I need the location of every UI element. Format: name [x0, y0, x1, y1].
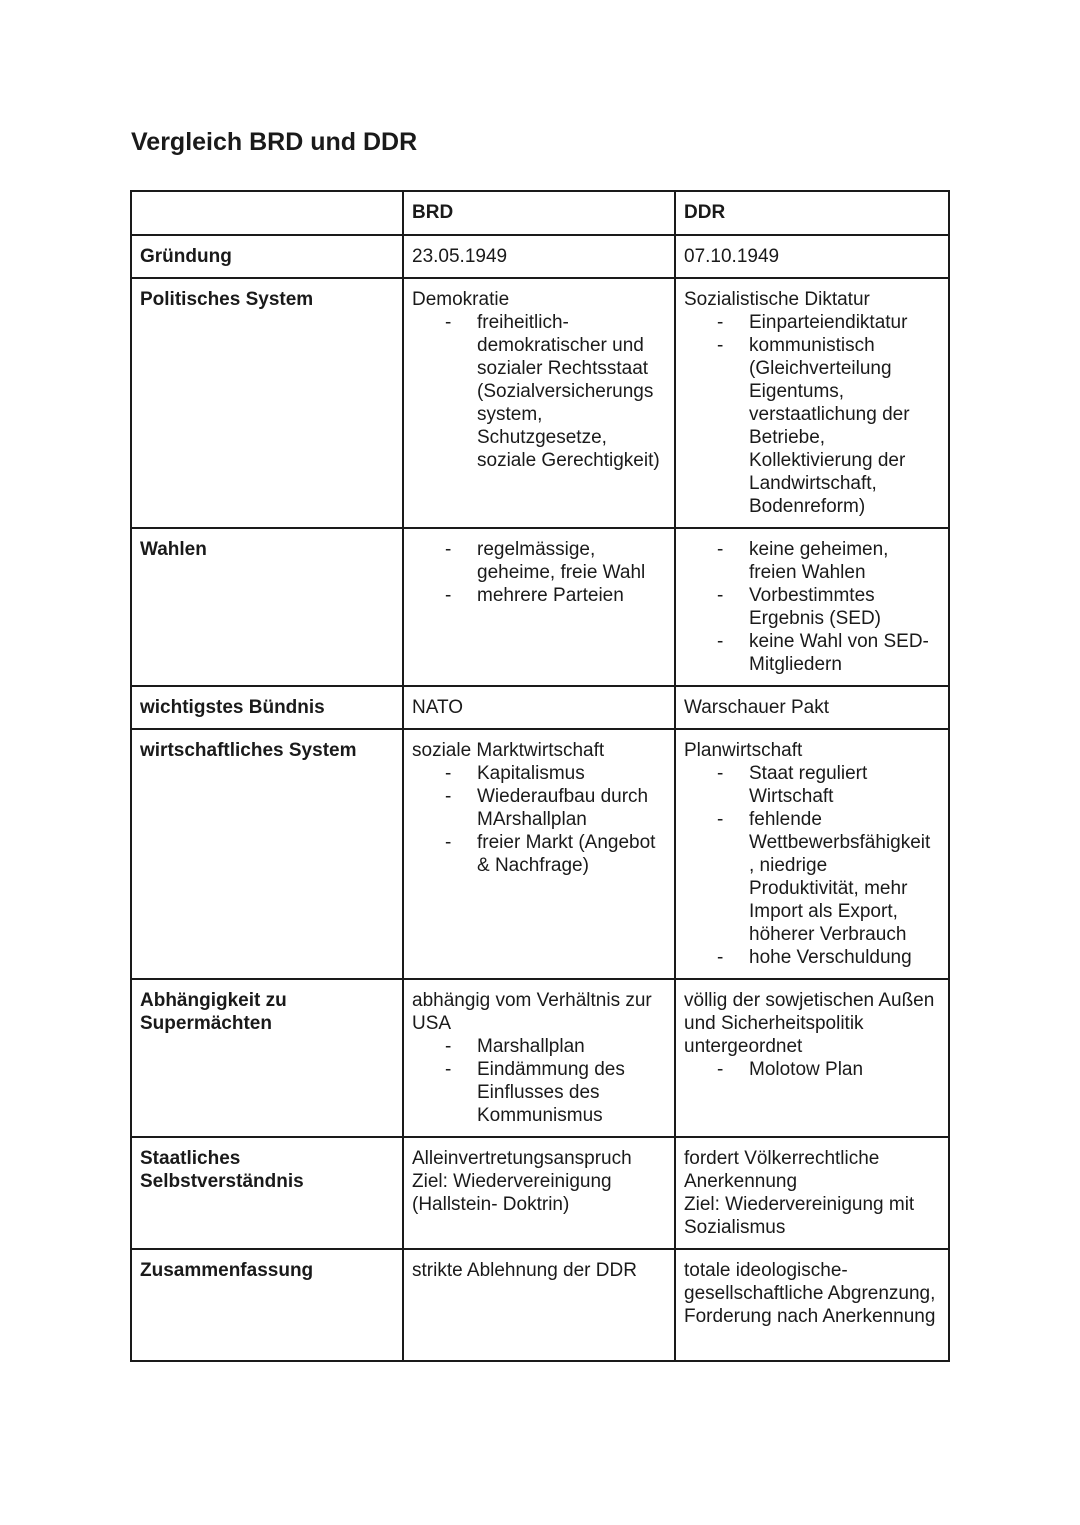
table-row — [131, 729, 949, 979]
bullet-list — [684, 311, 940, 518]
cell-text: Demokratie — [412, 289, 510, 310]
table-row — [131, 979, 949, 1137]
row-label: Wahlen — [131, 528, 403, 686]
cell-text: NATO — [412, 697, 464, 718]
table-row — [131, 1137, 949, 1249]
cell-brd-wichtigstes-buendnis — [403, 686, 675, 729]
row-label: wirtschaftliches System — [131, 729, 403, 979]
comparison-table-body — [131, 191, 949, 1361]
cell-text: abhängig vom Verhältnis zur USA — [412, 990, 652, 1034]
page-title: Vergleich BRD und DDR — [131, 128, 418, 156]
header-ddr: DDR — [675, 191, 949, 235]
bullet-item: - Wiederaufbau durch MArshallplan — [412, 785, 666, 831]
cell-text: soziale Marktwirtschaft — [412, 740, 605, 761]
bullet-item: - fehlende Wettbewerbsfähigkeit , niedrige Produktivität, mehr Import als Export, höherer Verbrauch — [684, 808, 940, 946]
cell-brd-staatliches-selbstverstaendnis — [403, 1137, 675, 1249]
bullet-item: - keine Wahl von SED-Mitgliedern — [684, 630, 940, 676]
cell-brd-wahlen — [403, 528, 675, 686]
cell-brd-zusammenfassung — [403, 1249, 675, 1361]
cell-ddr-staatliches-selbstverstaendnis — [675, 1137, 949, 1249]
bullet-list — [412, 1035, 666, 1127]
bullet-item: - freier Markt (Angebot & Nachfrage) — [412, 831, 666, 877]
cell-ddr-wahlen — [675, 528, 949, 686]
bullet-item: - Molotow Plan — [684, 1058, 940, 1081]
table-row — [131, 278, 949, 528]
bullet-item: - mehrere Parteien — [412, 584, 666, 607]
cell-ddr-gruendung — [675, 235, 949, 278]
bullet-item: - freiheitlich-demokratischer und sozialer Rechtsstaat (Sozialversicherungs system, Schutzgesetze, soziale Gerechtigkeit) — [412, 311, 666, 472]
bullet-item: - regelmässige, geheime, freie Wahl — [412, 538, 666, 584]
bullet-item: - Kapitalismus — [412, 762, 666, 785]
table-row — [131, 1249, 949, 1361]
table-row — [131, 686, 949, 729]
row-label: Staatliches Selbstverständnis — [131, 1137, 403, 1249]
row-label: Zusammenfassung — [131, 1249, 403, 1361]
cell-text: Warschauer Pakt — [684, 697, 830, 718]
comparison-table — [130, 190, 950, 1362]
header-brd: BRD — [403, 191, 675, 235]
bullet-item: - Einparteiendiktatur — [684, 311, 940, 334]
bullet-item: - Eindämmung des Einflusses des Kommunismus — [412, 1058, 666, 1127]
cell-text: völlig der sowjetischen Außen und Sicherheitspolitik untergeordnet — [684, 990, 935, 1057]
bullet-item: - Vorbestimmtes Ergebnis (SED) — [684, 584, 940, 630]
cell-ddr-wirtschaftliches-system — [675, 729, 949, 979]
cell-ddr-wichtigstes-buendnis — [675, 686, 949, 729]
cell-brd-abhaengigkeit-zu-supermaechten — [403, 979, 675, 1137]
cell-text: 07.10.1949 — [684, 246, 780, 267]
cell-ddr-zusammenfassung — [675, 1249, 949, 1361]
bullet-list — [412, 762, 666, 877]
cell-text: fordert Völkerrechtliche Anerkennung Ziel: Wiedervereinigung mit Sozialismus — [684, 1148, 915, 1238]
cell-ddr-politisches-system — [675, 278, 949, 528]
row-label: Politisches System — [131, 278, 403, 528]
bullet-list — [684, 762, 940, 969]
table-row — [131, 528, 949, 686]
header-corner-cell — [131, 191, 403, 235]
table-row — [131, 235, 949, 278]
cell-text: Planwirtschaft — [684, 740, 803, 761]
bullet-item: - Staat reguliert Wirtschaft — [684, 762, 940, 808]
cell-text: Alleinvertretungsanspruch Ziel: Wiedervereinigung (Hallstein- Doktrin) — [412, 1148, 632, 1215]
row-label: Gründung — [131, 235, 403, 278]
bullet-item: - Marshallplan — [412, 1035, 666, 1058]
row-label: wichtigstes Bündnis — [131, 686, 403, 729]
row-label: Abhängigkeit zu Supermächten — [131, 979, 403, 1137]
cell-text: totale ideologische-gesellschaftliche Abgrenzung, Forderung nach Anerkennung — [684, 1260, 936, 1327]
cell-text: strikte Ablehnung der DDR — [412, 1260, 637, 1281]
header-row — [131, 191, 949, 235]
cell-text: 23.05.1949 — [412, 246, 508, 267]
cell-brd-politisches-system — [403, 278, 675, 528]
bullet-item: - keine geheimen, freien Wahlen — [684, 538, 940, 584]
bullet-item: - hohe Verschuldung — [684, 946, 940, 969]
bullet-item: - kommunistisch (Gleichverteilung Eigentums, verstaatlichung der Betriebe, Kollektivierung der Landwirtschaft, Bodenreform) — [684, 334, 940, 518]
cell-ddr-abhaengigkeit-zu-supermaechten — [675, 979, 949, 1137]
cell-brd-wirtschaftliches-system — [403, 729, 675, 979]
cell-brd-gruendung — [403, 235, 675, 278]
bullet-list — [412, 311, 666, 472]
cell-text: Sozialistische Diktatur — [684, 289, 870, 310]
bullet-list — [684, 1058, 940, 1081]
bullet-list — [412, 538, 666, 607]
bullet-list — [684, 538, 940, 676]
